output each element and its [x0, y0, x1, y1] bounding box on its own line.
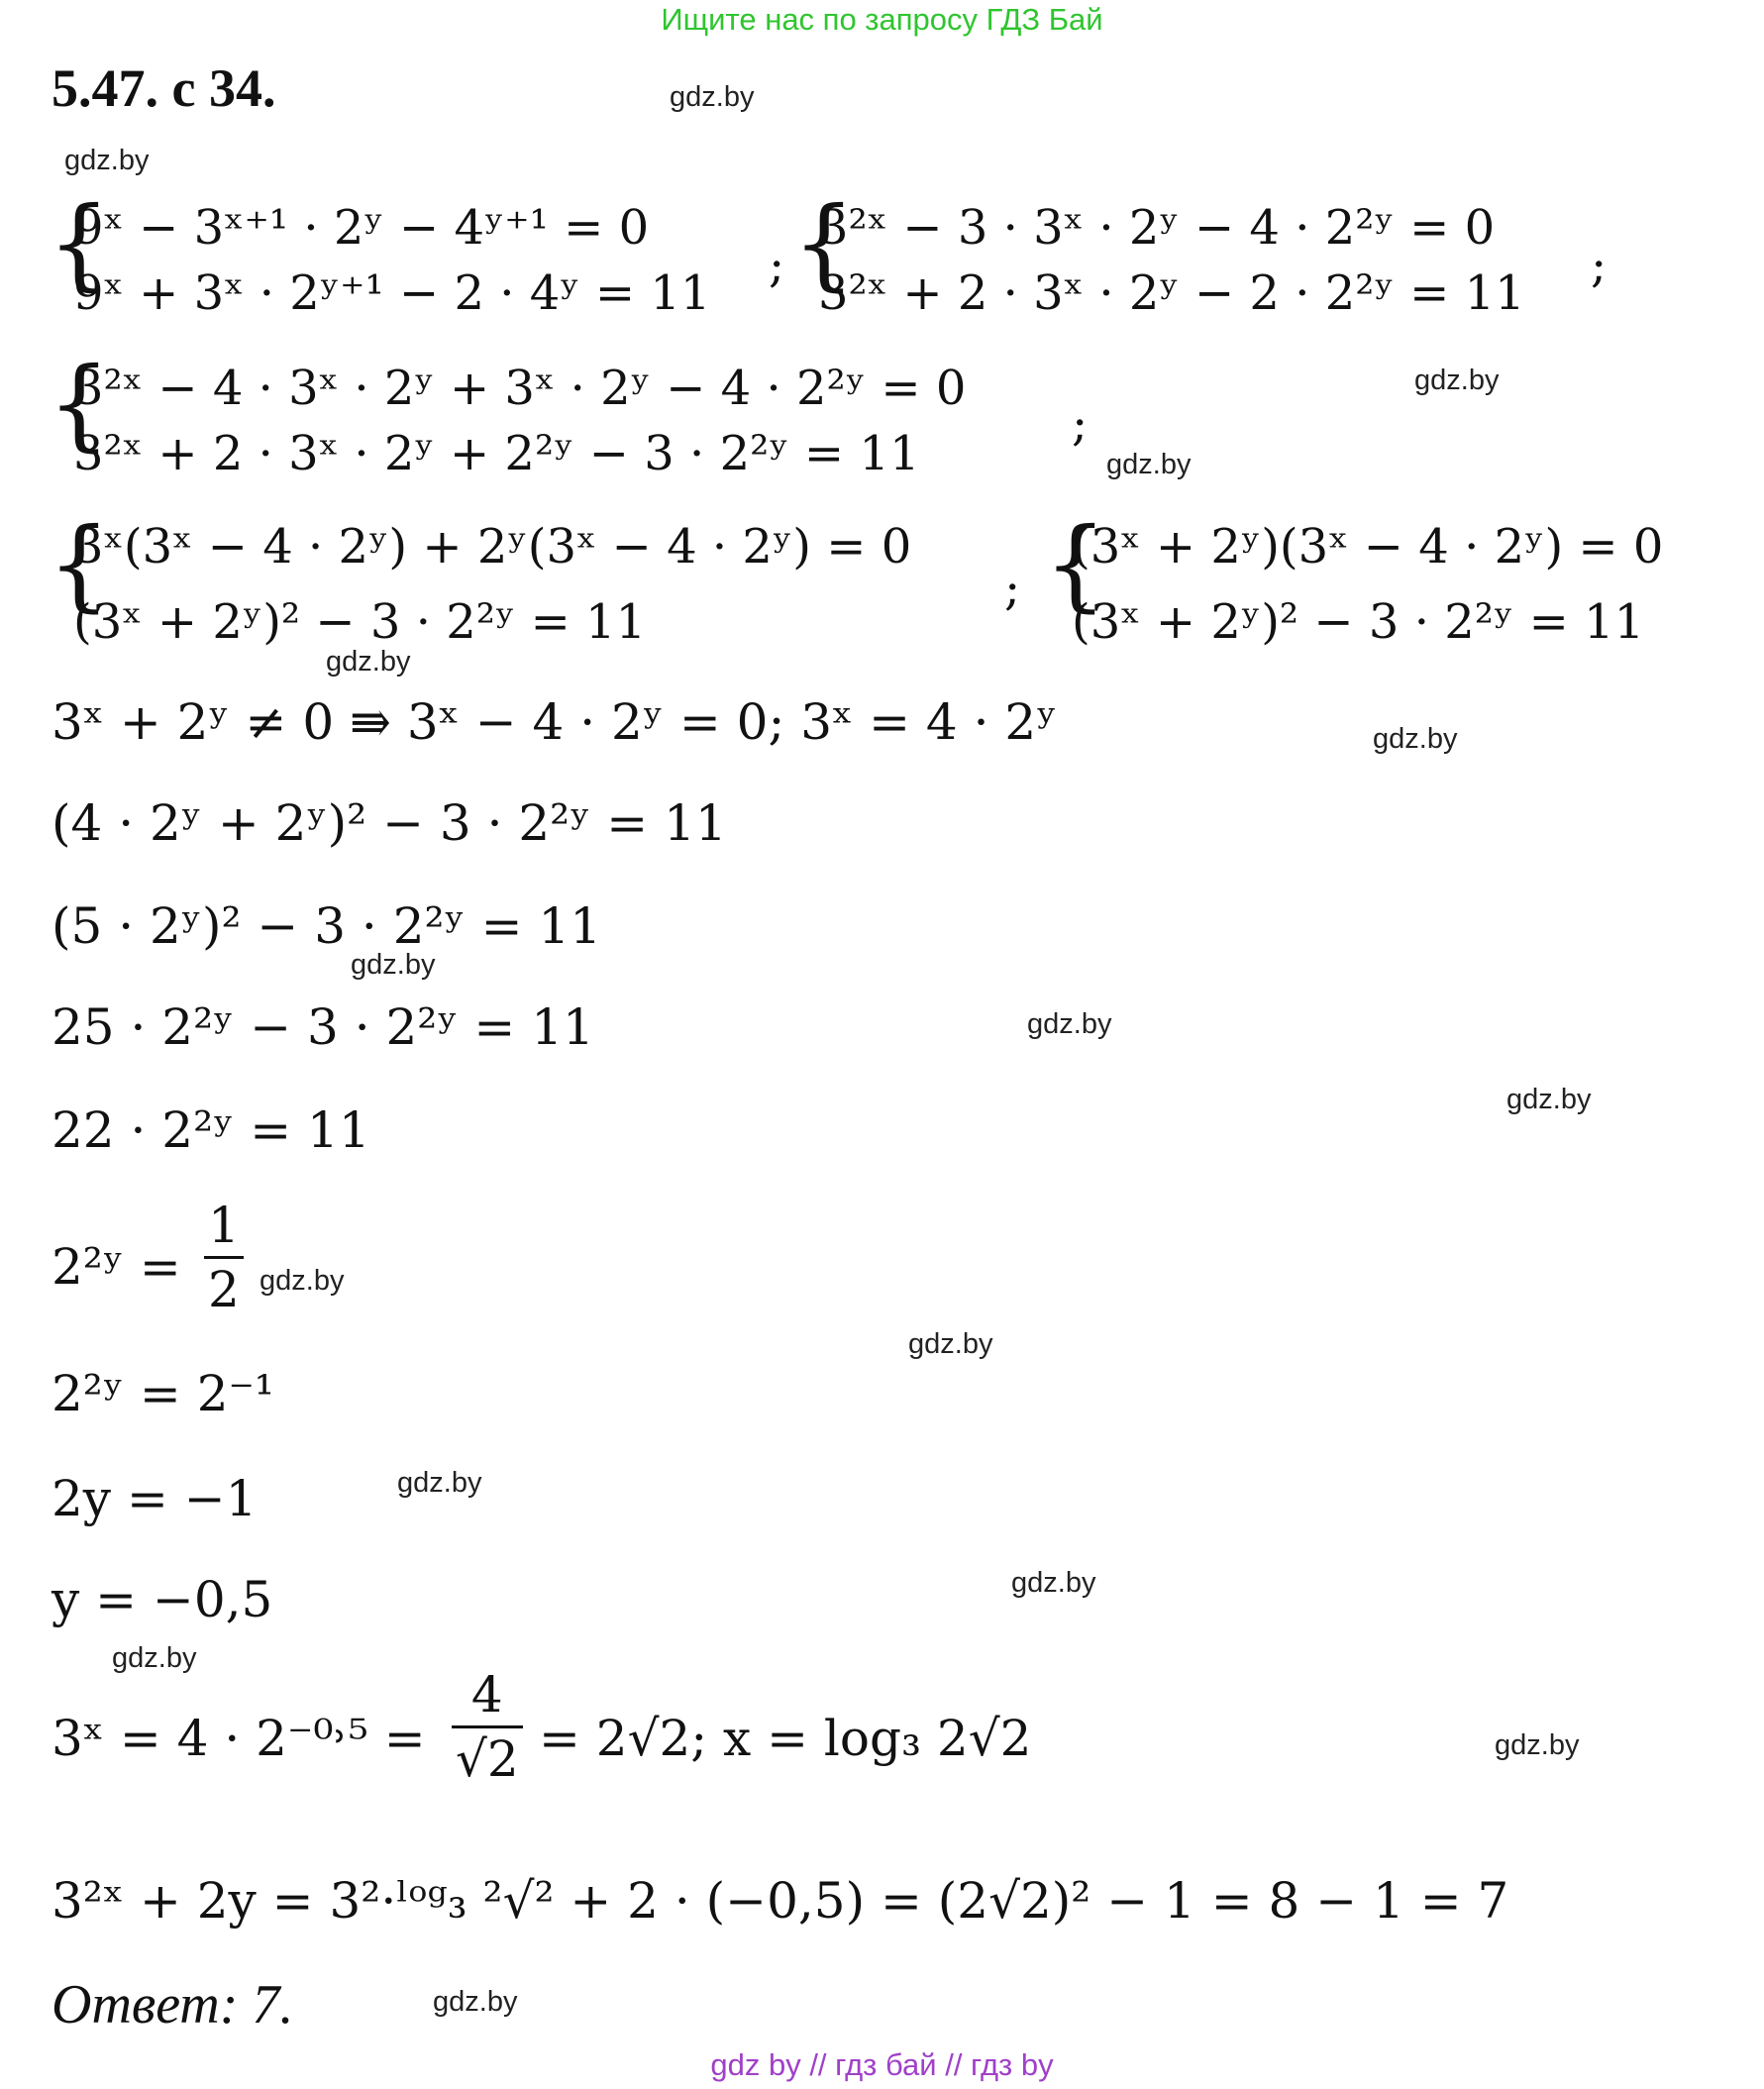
footer-banner: gdz by // гдз бай // гдз by	[710, 2047, 1054, 2082]
watermark: gdz.by	[259, 1265, 345, 1297]
step-line: = 2√2; x = log₃ 2√2	[539, 1710, 1032, 1767]
equation: 3ˣ(3ˣ − 4 · 2ʸ) + 2ʸ(3ˣ − 4 · 2ʸ) = 0	[73, 519, 912, 574]
watermark: gdz.by	[908, 1328, 993, 1360]
watermark: gdz.by	[433, 1986, 518, 2018]
equation: (3ˣ + 2ʸ)² − 3 · 2²ʸ = 11	[1072, 594, 1645, 650]
system-brace: {	[48, 346, 111, 462]
step-line: 3²ˣ + 2y = 3²·ˡᵒᵍ₃ ²√² + 2 · (−0,5) = (2√2)² − 1 = 8 − 1 = 7	[52, 1872, 1509, 1930]
system-brace: {	[792, 185, 856, 301]
step-line: 2y = −1	[52, 1470, 258, 1527]
watermark: gdz.by	[1373, 723, 1458, 755]
equation: 3²ˣ − 3 · 3ˣ · 2ʸ − 4 · 2²ʸ = 0	[818, 200, 1496, 256]
system-brace: {	[1044, 506, 1107, 622]
system-2	[73, 361, 967, 495]
fraction-denominator: 2	[208, 1261, 240, 1318]
step-line: 25 · 2²ʸ − 3 · 2²ʸ = 11	[52, 998, 594, 1056]
system-brace: {	[48, 506, 111, 622]
equation: (3ˣ + 2ʸ)² − 3 · 2²ʸ = 11	[73, 594, 647, 650]
step-line: y = −0,5	[52, 1571, 273, 1628]
equation: 9ˣ + 3ˣ · 2ʸ⁺¹ − 2 · 4ʸ = 11	[73, 265, 711, 321]
equation: 3²ˣ + 2 · 3ˣ · 2ʸ + 2²ʸ − 3 · 2²ʸ = 11	[73, 426, 920, 481]
watermark: gdz.by	[397, 1467, 482, 1499]
fraction-numerator: 4	[470, 1666, 503, 1723]
step-line: (5 · 2ʸ)² − 3 · 2²ʸ = 11	[52, 897, 602, 955]
watermark: gdz.by	[64, 145, 150, 176]
step-line: 2²ʸ =	[52, 1238, 181, 1296]
system-3-right	[1072, 519, 1664, 664]
watermark: gdz.by	[670, 81, 755, 113]
equation: 3²ˣ − 4 · 3ˣ · 2ʸ + 3ˣ · 2ʸ − 4 · 2²ʸ = 0	[73, 361, 967, 416]
watermark: gdz.by	[112, 1642, 197, 1674]
separator: ;	[769, 238, 785, 293]
equation: 3²ˣ + 2 · 3ˣ · 2ʸ − 2 · 2²ʸ = 11	[818, 265, 1525, 321]
fraction-bar	[204, 1256, 244, 1259]
system-1-right	[818, 200, 1525, 335]
separator: ;	[1004, 561, 1021, 616]
fraction-numerator: 1	[208, 1197, 240, 1254]
step-line: 3ˣ = 4 · 2⁻⁰˒⁵ =	[52, 1710, 426, 1767]
system-brace: {	[48, 185, 111, 301]
watermark: gdz.by	[1027, 1008, 1112, 1040]
step-line: 22 · 2²ʸ = 11	[52, 1101, 370, 1159]
fraction-bar	[452, 1725, 523, 1728]
equation: (3ˣ + 2ʸ)(3ˣ − 4 · 2ʸ) = 0	[1072, 519, 1664, 574]
watermark: gdz.by	[1506, 1084, 1592, 1115]
system-3-left	[73, 519, 912, 664]
separator: ;	[1072, 396, 1089, 452]
watermark: gdz.by	[1414, 365, 1500, 396]
fraction	[452, 1666, 523, 1788]
step-line: 3ˣ + 2ʸ ≠ 0 ⇛ 3ˣ − 4 · 2ʸ = 0; 3ˣ = 4 · 2ʸ	[52, 693, 1058, 751]
equation: 9ˣ − 3ˣ⁺¹ · 2ʸ − 4ʸ⁺¹ = 0	[73, 200, 650, 256]
watermark: gdz.by	[326, 646, 411, 678]
watermark: gdz.by	[351, 949, 436, 981]
top-banner: Ищите нас по запросу ГДЗ Бай	[661, 2, 1103, 37]
separator: ;	[1591, 238, 1608, 293]
watermark: gdz.by	[1011, 1567, 1096, 1599]
fraction	[204, 1197, 244, 1318]
problem-title: 5.47. с 34.	[52, 58, 276, 118]
watermark: gdz.by	[1495, 1729, 1580, 1761]
step-line: 2²ʸ = 2⁻¹	[52, 1365, 274, 1422]
system-1-left	[73, 200, 711, 335]
answer: Ответ: 7.	[52, 1974, 294, 2036]
watermark: gdz.by	[1106, 449, 1192, 480]
fraction-denominator: √2	[456, 1730, 519, 1788]
step-line: (4 · 2ʸ + 2ʸ)² − 3 · 2²ʸ = 11	[52, 794, 727, 852]
